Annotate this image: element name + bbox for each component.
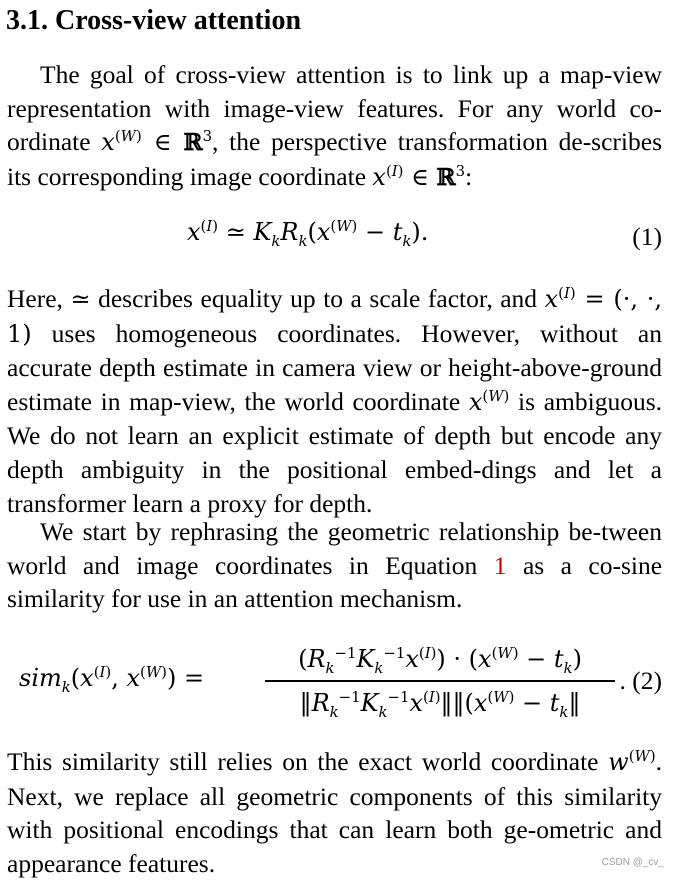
equation-2-number: . (2) bbox=[619, 666, 662, 695]
equation-1-number: (1) bbox=[632, 222, 662, 251]
fraction-bar bbox=[265, 680, 615, 682]
equation-1-body: $x^{(I)}$ ≃ $K_kR_k(x^{(W)} - t_k)$. bbox=[187, 217, 429, 250]
similar-symbol: ≃ bbox=[70, 285, 91, 313]
equation-2-denominator: $‖R_k^{-1}K_k^{-1}x^{(I)}‖‖(x^{(W)}$ − $t_k‖$ bbox=[299, 687, 581, 721]
paragraph-2-text-b: describes equality up to a scale factor, and bbox=[98, 284, 538, 313]
paragraph-4 bbox=[7, 745, 662, 880]
equation-reference-link[interactable]: 1 bbox=[493, 550, 507, 580]
image-coordinate-math: $x^{(I)}$ ∈ ℝ$^3$ bbox=[372, 161, 466, 191]
paragraph-3-text-b: as a co-sine similarity for use in an attention mechanism. bbox=[7, 550, 663, 614]
paragraph-1 bbox=[7, 58, 662, 194]
equation-1 bbox=[7, 214, 662, 258]
paragraph-3-text-a: We start by rephrasing the geometric relationship be-tween world and image coordinates in Equation bbox=[7, 517, 662, 580]
equation-2-lhs: $sim_k(x^{(I)}$, $x^{(W)}$) = bbox=[19, 663, 205, 696]
paragraph-1-text-a: The goal of cross-view attention is to link up a map-view representation with image-view features. For any world co-ordinate bbox=[7, 60, 662, 157]
paragraph-3 bbox=[7, 515, 662, 616]
equation-2 bbox=[7, 640, 662, 724]
paragraph-2-text-a: Here, bbox=[7, 284, 63, 313]
homogeneous-coordinate-math: $x^{(I)}$ = (·, ·, 1) bbox=[7, 284, 663, 348]
paragraph-1-text-b: , the perspective transformation de-scribes its corresponding image coordinate bbox=[7, 127, 662, 191]
equation-2-fraction bbox=[265, 640, 615, 722]
paragraph-4-text-b: . Next, we replace all geometric components of this similarity with positional encodings that can learn both ge-ometric and appearance features. bbox=[7, 747, 662, 878]
paragraph-1-text-c: : bbox=[465, 161, 473, 191]
equation-2-numerator: $(R_k^{-1}K_k^{-1}x^{(I)}) \cdot (x^{(W)} - t_k)$ bbox=[298, 644, 582, 677]
w-coordinate-math: $w^{(W)}$ bbox=[608, 747, 656, 776]
paragraph-2-text-c: uses homogeneous coordinates. However, without an accurate depth estimate in camera view or height-above-ground estimate in map-view, the world coordinate bbox=[7, 318, 662, 416]
section-heading: 3.1. Cross-view attention bbox=[6, 5, 302, 36]
paragraph-2 bbox=[7, 282, 662, 520]
paragraph-4-text-a: This similarity still relies on the exact world coordinate bbox=[7, 747, 599, 776]
csdn-watermark: CSDN @_cv_ bbox=[601, 857, 664, 868]
paragraph-2-text-d: is ambiguous. We do not learn an explicit estimate of depth but encode any depth ambiguity in the positional embed-dings and let a transformer learn a proxy for depth. bbox=[7, 386, 662, 518]
world-coordinate-math: $x^{(W)}$ ∈ ℝ$^3$ bbox=[101, 127, 213, 157]
world-coordinate-inline: $x^{(W)}$ bbox=[468, 386, 510, 416]
